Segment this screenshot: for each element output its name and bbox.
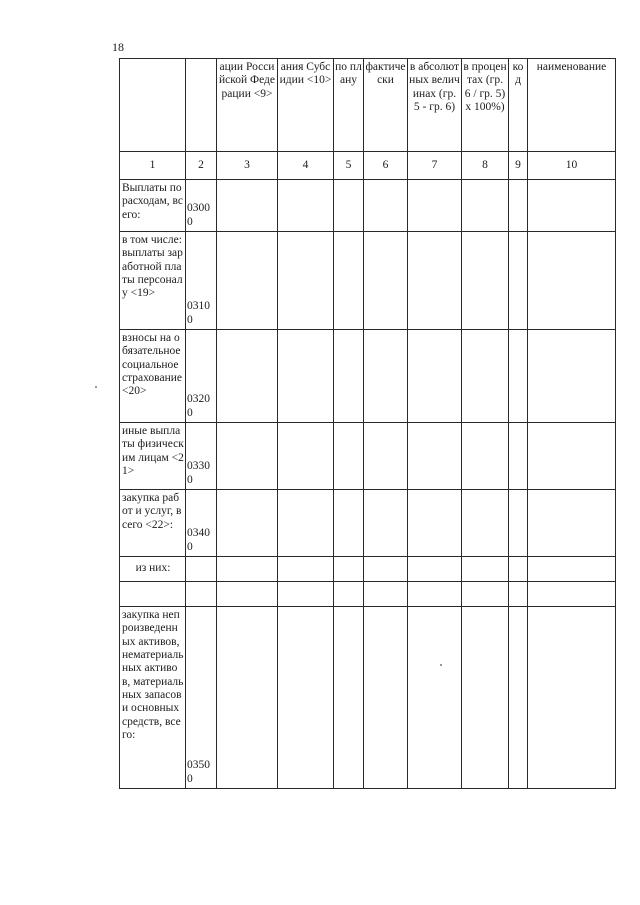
cell [408,180,462,232]
cell [408,607,462,789]
column-number: 9 [509,152,528,180]
cell [278,490,334,557]
row-label: закупка работ и услуг, всего <22>: [120,490,186,557]
header-cell-8: в процентах (гр. 6 / гр. 5) x 100%) [462,59,509,152]
row-code: 03100 [186,232,217,330]
cell [278,423,334,490]
row-code: 03000 [186,180,217,232]
cell [334,180,364,232]
row-label: Выплаты по расходам, всего: [120,180,186,232]
cell [462,180,509,232]
cell [528,330,616,423]
cell [217,490,278,557]
cell [334,330,364,423]
cell [509,582,528,607]
cell [364,490,408,557]
cell [528,490,616,557]
cell [462,232,509,330]
cell [364,232,408,330]
cell [528,423,616,490]
row-label: иные выплаты физическим лицам <21> [120,423,186,490]
cell [217,423,278,490]
header-cell-2 [186,59,217,152]
table-row [120,607,616,789]
cell [509,607,528,789]
cell [462,557,509,582]
header-cell-3: ации Российской Федерации <9> [217,59,278,152]
scan-speck [440,664,442,666]
cell [334,582,364,607]
row-code: 03200 [186,330,217,423]
cell [408,490,462,557]
cell [408,557,462,582]
cell [334,490,364,557]
cell [217,232,278,330]
cell [509,180,528,232]
cell [528,180,616,232]
table-row [120,423,616,490]
cell [408,582,462,607]
header-row [120,59,616,152]
column-number: 1 [120,152,186,180]
cell [364,330,408,423]
header-cell-1 [120,59,186,152]
cell [528,582,616,607]
header-cell-6: фактически [364,59,408,152]
cell [278,607,334,789]
table-row [120,330,616,423]
row-code [186,557,217,582]
column-number: 6 [364,152,408,180]
row-label: взносы на обязательное социальное страхование <20> [120,330,186,423]
cell [509,557,528,582]
header-cell-10: наименование [528,59,616,152]
report-table [119,58,616,789]
row-code [186,582,217,607]
column-number: 7 [408,152,462,180]
row-label: закупка непроизведенных активов, нематериальных активов, материальных запасов и основных средств, всего: [120,607,186,789]
cell [364,582,408,607]
column-number: 4 [278,152,334,180]
table-row [120,582,616,607]
cell [278,232,334,330]
cell [528,557,616,582]
cell [408,232,462,330]
cell [278,180,334,232]
cell [278,557,334,582]
cell [334,557,364,582]
cell [217,330,278,423]
cell [217,557,278,582]
column-number: 2 [186,152,217,180]
cell [462,490,509,557]
cell [462,423,509,490]
cell [334,232,364,330]
row-code: 03500 [186,607,217,789]
cell [217,180,278,232]
column-number: 3 [217,152,278,180]
cell [462,607,509,789]
cell [278,330,334,423]
header-cell-5: по плану [334,59,364,152]
header-cell-4: ания Субсидии <10> [278,59,334,152]
header-cell-9: код [509,59,528,152]
cell [334,607,364,789]
cell [408,330,462,423]
row-label: из них: [120,557,186,582]
table-row [120,490,616,557]
cell [509,232,528,330]
column-number: 10 [528,152,616,180]
row-label: в том числе: выплаты заработной платы персоналу <19> [120,232,186,330]
cell [509,330,528,423]
cell [509,423,528,490]
table-row [120,180,616,232]
column-number: 8 [462,152,509,180]
cell [364,557,408,582]
cell [528,607,616,789]
row-label [120,582,186,607]
column-number: 5 [334,152,364,180]
row-code: 03400 [186,490,217,557]
cell [528,232,616,330]
cell [364,180,408,232]
cell [462,330,509,423]
table-row [120,557,616,582]
column-numbers-row [120,152,616,180]
table-row [120,232,616,330]
cell [334,423,364,490]
page-number: 18 [112,40,124,54]
scan-speck [95,386,97,388]
cell [408,423,462,490]
cell [217,607,278,789]
cell [278,582,334,607]
header-cell-7: в абсолютных величинах (гр. 5 - гр. 6) [408,59,462,152]
cell [509,490,528,557]
cell [364,607,408,789]
cell [462,582,509,607]
row-code: 03300 [186,423,217,490]
cell [217,582,278,607]
cell [364,423,408,490]
